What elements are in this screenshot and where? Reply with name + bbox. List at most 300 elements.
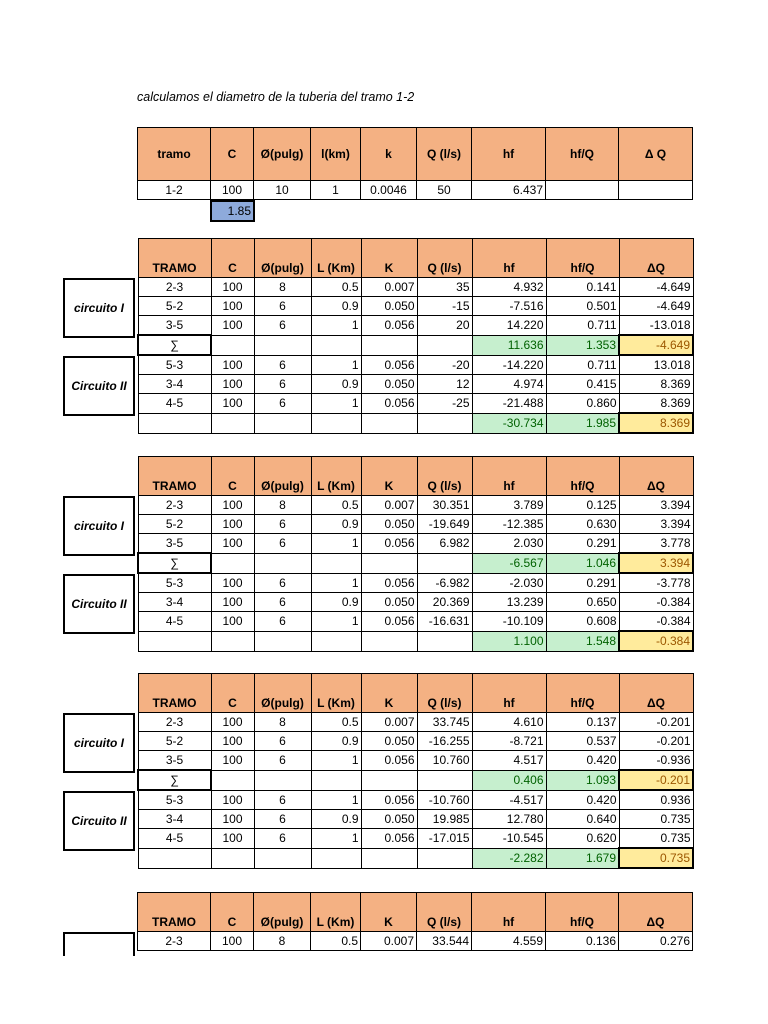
cell[interactable]: 4-5 — [138, 394, 211, 414]
cell[interactable]: 6 — [254, 534, 311, 554]
empty-cell[interactable] — [311, 770, 361, 790]
cell[interactable]: -8.721 — [472, 732, 546, 751]
cell[interactable]: 0.056 — [361, 534, 417, 554]
sum-row — [138, 631, 693, 651]
empty-cell[interactable] — [254, 413, 311, 433]
header-cell[interactable]: Q (l/s) — [417, 893, 472, 932]
cell[interactable]: -17.015 — [417, 829, 472, 849]
cell[interactable]: 3.394 — [619, 496, 693, 515]
header-cell[interactable]: hf — [472, 239, 546, 278]
cell[interactable]: 0.050 — [361, 375, 417, 394]
cell[interactable]: 100 — [211, 573, 254, 593]
cell[interactable]: 0.050 — [361, 810, 417, 829]
cell[interactable]: 2-3 — [138, 713, 211, 732]
cell[interactable]: 0.007 — [361, 496, 417, 515]
cell[interactable]: 100 — [211, 496, 254, 515]
cell[interactable]: 1 — [311, 534, 361, 554]
header-cell[interactable]: ΔQ — [619, 239, 693, 278]
empty-cell[interactable] — [361, 631, 417, 651]
empty-cell[interactable] — [254, 848, 311, 868]
cell[interactable]: 6 — [254, 612, 311, 632]
header-cell[interactable]: ΔQ — [619, 457, 693, 496]
cell[interactable]: -0.384 — [619, 593, 693, 612]
table-row — [138, 394, 693, 414]
cell[interactable]: 1 — [311, 751, 361, 771]
empty-cell[interactable] — [138, 631, 211, 651]
empty-cell[interactable] — [361, 770, 417, 790]
cell[interactable]: 3-4 — [138, 593, 211, 612]
cell[interactable]: 0.141 — [546, 278, 619, 297]
cell[interactable]: 0.007 — [361, 278, 417, 297]
cell[interactable]: 3-5 — [138, 534, 211, 554]
empty-cell[interactable] — [417, 335, 472, 355]
cell[interactable]: 4-5 — [138, 612, 211, 632]
cell[interactable]: -13.018 — [619, 316, 693, 336]
cell[interactable]: 20.369 — [417, 593, 472, 612]
cell[interactable]: 3.789 — [472, 496, 546, 515]
cell[interactable]: 0.291 — [546, 534, 619, 554]
cell[interactable]: 35 — [417, 278, 472, 297]
empty-cell[interactable] — [361, 335, 417, 355]
cell[interactable]: -0.936 — [619, 751, 693, 771]
cell[interactable]: 0.537 — [546, 732, 619, 751]
header-cell[interactable]: Q (l/s) — [417, 457, 472, 496]
circuit-ii-label: Circuito II — [63, 574, 135, 634]
cell[interactable]: 6 — [254, 355, 311, 375]
header-cell[interactable]: hf — [472, 457, 546, 496]
cell[interactable]: 50 — [417, 181, 472, 200]
cell[interactable]: 0.735 — [619, 810, 693, 829]
empty-cell[interactable] — [211, 553, 254, 573]
cell[interactable]: 8 — [254, 496, 311, 515]
circuit-i-label: circuito I — [63, 713, 135, 773]
cell[interactable]: 12 — [417, 375, 472, 394]
empty-cell[interactable] — [211, 848, 254, 868]
header-cell[interactable]: tramo — [138, 128, 211, 181]
sum-row — [138, 335, 693, 355]
sum-row — [138, 413, 693, 433]
cell[interactable]: 6 — [254, 375, 311, 394]
table-row — [138, 515, 693, 534]
cell[interactable]: -14.220 — [472, 355, 546, 375]
sum-symbol[interactable]: ∑ — [138, 335, 211, 355]
cell[interactable]: 19.985 — [417, 810, 472, 829]
cell[interactable]: 3-5 — [138, 316, 211, 336]
cell[interactable]: 0.9 — [311, 515, 361, 534]
cell[interactable]: 6 — [254, 573, 311, 593]
cell[interactable] — [619, 181, 693, 200]
cell[interactable]: 0.056 — [361, 751, 417, 771]
cell[interactable]: 0.5 — [311, 713, 361, 732]
cell[interactable]: 12.780 — [472, 810, 546, 829]
sum-symbol[interactable]: ∑ — [138, 770, 211, 790]
header-cell[interactable]: C — [211, 128, 254, 181]
cell[interactable]: 0.650 — [546, 593, 619, 612]
cell[interactable]: 13.239 — [472, 593, 546, 612]
cell[interactable]: 0.608 — [546, 612, 619, 632]
cell[interactable]: -25 — [417, 394, 472, 414]
cell[interactable]: 6 — [254, 751, 311, 771]
cell[interactable]: 5-3 — [138, 355, 211, 375]
empty-cell[interactable] — [254, 553, 311, 573]
header-cell[interactable]: K — [361, 457, 417, 496]
cell[interactable]: 6 — [254, 297, 311, 316]
cell[interactable]: 6 — [254, 732, 311, 751]
cell[interactable]: 4.610 — [472, 713, 546, 732]
sum-hf-q[interactable]: 1.046 — [546, 553, 619, 573]
header-cell[interactable]: hf — [472, 128, 546, 181]
cell[interactable]: 5-2 — [138, 515, 211, 534]
cell[interactable]: 100 — [211, 932, 254, 951]
header-cell[interactable]: K — [361, 893, 417, 932]
cell[interactable]: 4.559 — [472, 932, 546, 951]
cell[interactable]: 100 — [211, 713, 254, 732]
cell[interactable]: 0.050 — [361, 515, 417, 534]
cell[interactable]: 4.932 — [472, 278, 546, 297]
empty-cell[interactable] — [417, 553, 472, 573]
header-cell[interactable]: Ø(pulg) — [254, 674, 311, 713]
sum-hf[interactable]: -30.734 — [472, 413, 546, 433]
cell[interactable]: 100 — [211, 790, 254, 810]
cell[interactable]: 0.860 — [546, 394, 619, 414]
cell[interactable]: -4.517 — [472, 790, 546, 810]
cell[interactable]: 6 — [254, 394, 311, 414]
cell[interactable]: 0.9 — [311, 375, 361, 394]
cell[interactable]: 0.5 — [311, 496, 361, 515]
header-cell[interactable]: TRAMO — [138, 674, 211, 713]
cell[interactable]: 100 — [211, 297, 254, 316]
cell[interactable]: 0.007 — [361, 713, 417, 732]
table-row — [138, 316, 693, 336]
cell[interactable]: 0.630 — [546, 515, 619, 534]
empty-cell[interactable] — [417, 848, 472, 868]
cell[interactable]: 0.050 — [361, 593, 417, 612]
header-cell[interactable]: Δ Q — [619, 128, 693, 181]
delta-q-result[interactable]: -0.201 — [619, 770, 693, 790]
cell[interactable]: 5-3 — [138, 790, 211, 810]
empty-cell[interactable] — [361, 553, 417, 573]
cell[interactable]: -15 — [417, 297, 472, 316]
cell[interactable]: 4-5 — [138, 829, 211, 849]
empty-cell[interactable] — [211, 335, 254, 355]
cell[interactable]: -21.488 — [472, 394, 546, 414]
header-cell[interactable]: Q (l/s) — [417, 239, 472, 278]
cell[interactable]: 100 — [211, 394, 254, 414]
cell[interactable]: 8.369 — [619, 394, 693, 414]
cell[interactable]: 0.056 — [361, 316, 417, 336]
table-row — [138, 534, 693, 554]
cell[interactable]: -4.649 — [619, 297, 693, 316]
cell[interactable]: -7.516 — [472, 297, 546, 316]
cell[interactable]: 33.544 — [417, 932, 472, 951]
empty-cell[interactable] — [311, 553, 361, 573]
cell[interactable]: 14.220 — [472, 316, 546, 336]
cell[interactable]: -4.649 — [619, 278, 693, 297]
header-cell[interactable]: L (Km) — [311, 893, 361, 932]
table-row — [138, 375, 693, 394]
header-cell[interactable]: hf/Q — [546, 674, 619, 713]
cell[interactable]: 100 — [211, 612, 254, 632]
cell[interactable]: 2-3 — [138, 932, 211, 951]
delta-q-result[interactable]: 0.735 — [619, 848, 693, 868]
table-row — [138, 932, 693, 951]
cell[interactable]: 0.050 — [361, 732, 417, 751]
cell[interactable]: 3.778 — [619, 534, 693, 554]
header-cell[interactable]: TRAMO — [138, 457, 211, 496]
cell[interactable]: 4.974 — [472, 375, 546, 394]
cell[interactable]: 100 — [211, 593, 254, 612]
header-cell[interactable]: TRAMO — [138, 239, 211, 278]
cell[interactable]: -6.982 — [417, 573, 472, 593]
sum-hf-q[interactable]: 1.353 — [546, 335, 619, 355]
cell[interactable]: 8 — [254, 932, 311, 951]
sum-hf-q[interactable]: 1.985 — [546, 413, 619, 433]
delta-q-result[interactable]: -0.384 — [619, 631, 693, 651]
cell[interactable]: 0.9 — [311, 810, 361, 829]
header-cell[interactable]: K — [361, 674, 417, 713]
circuit-ii-label: Circuito II — [63, 356, 135, 416]
empty-cell[interactable] — [211, 631, 254, 651]
cell[interactable]: 100 — [211, 181, 254, 200]
cell[interactable]: 2-3 — [138, 278, 211, 297]
cell[interactable]: 100 — [211, 355, 254, 375]
cell[interactable]: 6.437 — [472, 181, 546, 200]
header-cell[interactable]: L (Km) — [311, 674, 361, 713]
cell[interactable]: 1 — [311, 790, 361, 810]
cell[interactable]: 10 — [254, 181, 311, 200]
cell[interactable]: 0.136 — [546, 932, 619, 951]
cell[interactable]: 1-2 — [138, 181, 211, 200]
header-cell[interactable]: hf/Q — [546, 239, 619, 278]
cell[interactable]: 100 — [211, 515, 254, 534]
cell[interactable]: 0.050 — [361, 297, 417, 316]
cell[interactable]: 0.711 — [546, 355, 619, 375]
empty-cell[interactable] — [417, 770, 472, 790]
header-cell[interactable]: C — [211, 674, 254, 713]
header-cell[interactable]: K — [361, 239, 417, 278]
cell[interactable]: 100 — [211, 375, 254, 394]
cell[interactable]: 0.420 — [546, 751, 619, 771]
cell[interactable]: 0.640 — [546, 810, 619, 829]
sum-symbol[interactable]: ∑ — [138, 553, 211, 573]
cell[interactable]: 0.056 — [361, 829, 417, 849]
cell[interactable]: 4.517 — [472, 751, 546, 771]
cell[interactable]: 6 — [254, 316, 311, 336]
cell[interactable]: 8 — [254, 278, 311, 297]
sum-hf-q[interactable]: 1.679 — [546, 848, 619, 868]
cell[interactable]: 2-3 — [138, 496, 211, 515]
cell[interactable]: -16.631 — [417, 612, 472, 632]
cell[interactable]: 0.735 — [619, 829, 693, 849]
header-cell[interactable]: Ø(pulg) — [254, 239, 311, 278]
empty-cell[interactable] — [254, 770, 311, 790]
cell[interactable]: 0.056 — [361, 790, 417, 810]
empty-cell[interactable] — [138, 848, 211, 868]
cell[interactable]: 5-2 — [138, 297, 211, 316]
cell[interactable]: 1 — [311, 829, 361, 849]
header-cell[interactable]: C — [211, 457, 254, 496]
cell[interactable]: 3-5 — [138, 751, 211, 771]
header-cell[interactable]: L (Km) — [311, 457, 361, 496]
sum-hf-q[interactable]: 1.548 — [546, 631, 619, 651]
header-cell[interactable]: C — [211, 893, 254, 932]
cell[interactable]: 6 — [254, 515, 311, 534]
header-cell[interactable]: k — [361, 128, 417, 181]
header-cell[interactable]: l(km) — [311, 128, 361, 181]
cell[interactable]: 0.5 — [311, 278, 361, 297]
iteration-table — [137, 673, 694, 869]
empty-cell[interactable] — [311, 631, 361, 651]
cell[interactable]: -0.201 — [619, 732, 693, 751]
cell[interactable]: 0.9 — [311, 593, 361, 612]
cell[interactable]: 8 — [254, 713, 311, 732]
empty-cell[interactable] — [311, 848, 361, 868]
cell[interactable]: 0.420 — [546, 790, 619, 810]
cell[interactable]: 0.137 — [546, 713, 619, 732]
cell[interactable]: -19.649 — [417, 515, 472, 534]
header-cell[interactable]: TRAMO — [138, 893, 211, 932]
cell[interactable]: 1 — [311, 316, 361, 336]
cell[interactable]: 0.276 — [619, 932, 693, 951]
cell[interactable]: 0.056 — [361, 573, 417, 593]
header-cell[interactable]: ΔQ — [619, 893, 693, 932]
empty-cell[interactable] — [417, 413, 472, 433]
cell[interactable]: 100 — [211, 751, 254, 771]
cell[interactable]: 100 — [211, 810, 254, 829]
header-cell[interactable]: L (Km) — [311, 239, 361, 278]
cell[interactable]: 100 — [211, 829, 254, 849]
cell[interactable]: -0.384 — [619, 612, 693, 632]
cell[interactable]: -20 — [417, 355, 472, 375]
cell[interactable]: -3.778 — [619, 573, 693, 593]
sum-hf[interactable]: 1.100 — [472, 631, 546, 651]
header-cell[interactable]: Q (l/s) — [417, 674, 472, 713]
cell[interactable]: 8.369 — [619, 375, 693, 394]
selected-cell[interactable]: 1.85 — [210, 200, 255, 222]
header-cell[interactable]: hf/Q — [546, 457, 619, 496]
top-data-row — [138, 181, 693, 200]
cell[interactable]: 0.056 — [361, 355, 417, 375]
cell[interactable]: 6.982 — [417, 534, 472, 554]
circuit-ii-label: Circuito II — [63, 791, 135, 851]
cell[interactable]: 0.501 — [546, 297, 619, 316]
cell[interactable]: 0.056 — [361, 612, 417, 632]
circuit-i-label: circuito I — [63, 496, 135, 556]
empty-cell[interactable] — [254, 631, 311, 651]
cell[interactable]: 5-2 — [138, 732, 211, 751]
cell[interactable]: 100 — [211, 278, 254, 297]
cell[interactable]: 100 — [211, 732, 254, 751]
cell[interactable]: -10.109 — [472, 612, 546, 632]
header-cell[interactable]: hf — [472, 893, 546, 932]
cell[interactable]: 0.620 — [546, 829, 619, 849]
header-cell[interactable]: ΔQ — [619, 674, 693, 713]
cell[interactable]: 100 — [211, 316, 254, 336]
delta-q-result[interactable]: -4.649 — [619, 335, 693, 355]
sum-hf[interactable]: 0.406 — [472, 770, 546, 790]
cell[interactable]: 1 — [311, 181, 361, 200]
cell[interactable]: 0.291 — [546, 573, 619, 593]
cell[interactable]: -2.030 — [472, 573, 546, 593]
cell[interactable]: 6 — [254, 790, 311, 810]
cell[interactable]: 0.125 — [546, 496, 619, 515]
cell[interactable]: 0.415 — [546, 375, 619, 394]
cell[interactable]: 0.007 — [361, 932, 417, 951]
cell[interactable]: -10.545 — [472, 829, 546, 849]
cell[interactable]: 2.030 — [472, 534, 546, 554]
sum-hf-q[interactable]: 1.093 — [546, 770, 619, 790]
cell[interactable]: 10.760 — [417, 751, 472, 771]
cell[interactable]: 100 — [211, 534, 254, 554]
delta-q-result[interactable]: 3.394 — [619, 553, 693, 573]
header-cell[interactable]: Ø(pulg) — [254, 128, 311, 181]
sum-hf[interactable]: -2.282 — [472, 848, 546, 868]
cell[interactable]: 6 — [254, 829, 311, 849]
sum-row — [138, 553, 693, 573]
cell[interactable]: 0.056 — [361, 394, 417, 414]
header-cell[interactable]: Q (l/s) — [417, 128, 472, 181]
cell[interactable]: 1 — [311, 612, 361, 632]
sum-hf[interactable]: 11.636 — [472, 335, 546, 355]
cell[interactable]: 1 — [311, 573, 361, 593]
header-cell[interactable]: C — [211, 239, 254, 278]
empty-cell[interactable] — [361, 848, 417, 868]
header-cell[interactable]: hf — [472, 674, 546, 713]
empty-cell[interactable] — [138, 413, 211, 433]
cell[interactable]: 3.394 — [619, 515, 693, 534]
circuit-i-label — [63, 932, 135, 956]
sum-hf[interactable]: -6.567 — [472, 553, 546, 573]
header-cell[interactable]: Ø(pulg) — [254, 893, 311, 932]
cell[interactable] — [546, 181, 619, 200]
cell[interactable]: 0.9 — [311, 297, 361, 316]
header-cell[interactable]: hf/Q — [546, 128, 619, 181]
cell[interactable]: 1 — [311, 355, 361, 375]
cell[interactable]: 0.9 — [311, 732, 361, 751]
cell[interactable]: 0.5 — [311, 932, 361, 951]
cell[interactable]: 3-4 — [138, 810, 211, 829]
cell[interactable]: 0.936 — [619, 790, 693, 810]
cell[interactable]: -10.760 — [417, 790, 472, 810]
cell[interactable]: -12.385 — [472, 515, 546, 534]
cell[interactable]: 20 — [417, 316, 472, 336]
empty-cell[interactable] — [311, 413, 361, 433]
cell[interactable]: -16.255 — [417, 732, 472, 751]
table-row — [138, 612, 693, 632]
cell[interactable]: 6 — [254, 593, 311, 612]
cell[interactable]: 13.018 — [619, 355, 693, 375]
cell[interactable]: 5-3 — [138, 573, 211, 593]
empty-cell[interactable] — [361, 413, 417, 433]
cell[interactable]: 3-4 — [138, 375, 211, 394]
empty-cell[interactable] — [211, 413, 254, 433]
cell[interactable]: 1 — [311, 394, 361, 414]
page-title: calculamos el diametro de la tuberia del tramo 1-2 — [137, 90, 415, 104]
header-cell[interactable]: hf/Q — [546, 893, 619, 932]
empty-cell[interactable] — [311, 335, 361, 355]
header-cell[interactable]: Ø(pulg) — [254, 457, 311, 496]
empty-cell[interactable] — [211, 770, 254, 790]
cell[interactable]: 0.0046 — [361, 181, 417, 200]
delta-q-result[interactable]: 8.369 — [619, 413, 693, 433]
cell[interactable]: 6 — [254, 810, 311, 829]
cell[interactable]: 0.711 — [546, 316, 619, 336]
cell[interactable]: 33.745 — [417, 713, 472, 732]
cell[interactable]: -0.201 — [619, 713, 693, 732]
empty-cell[interactable] — [417, 631, 472, 651]
cell[interactable]: 30.351 — [417, 496, 472, 515]
empty-cell[interactable] — [254, 335, 311, 355]
